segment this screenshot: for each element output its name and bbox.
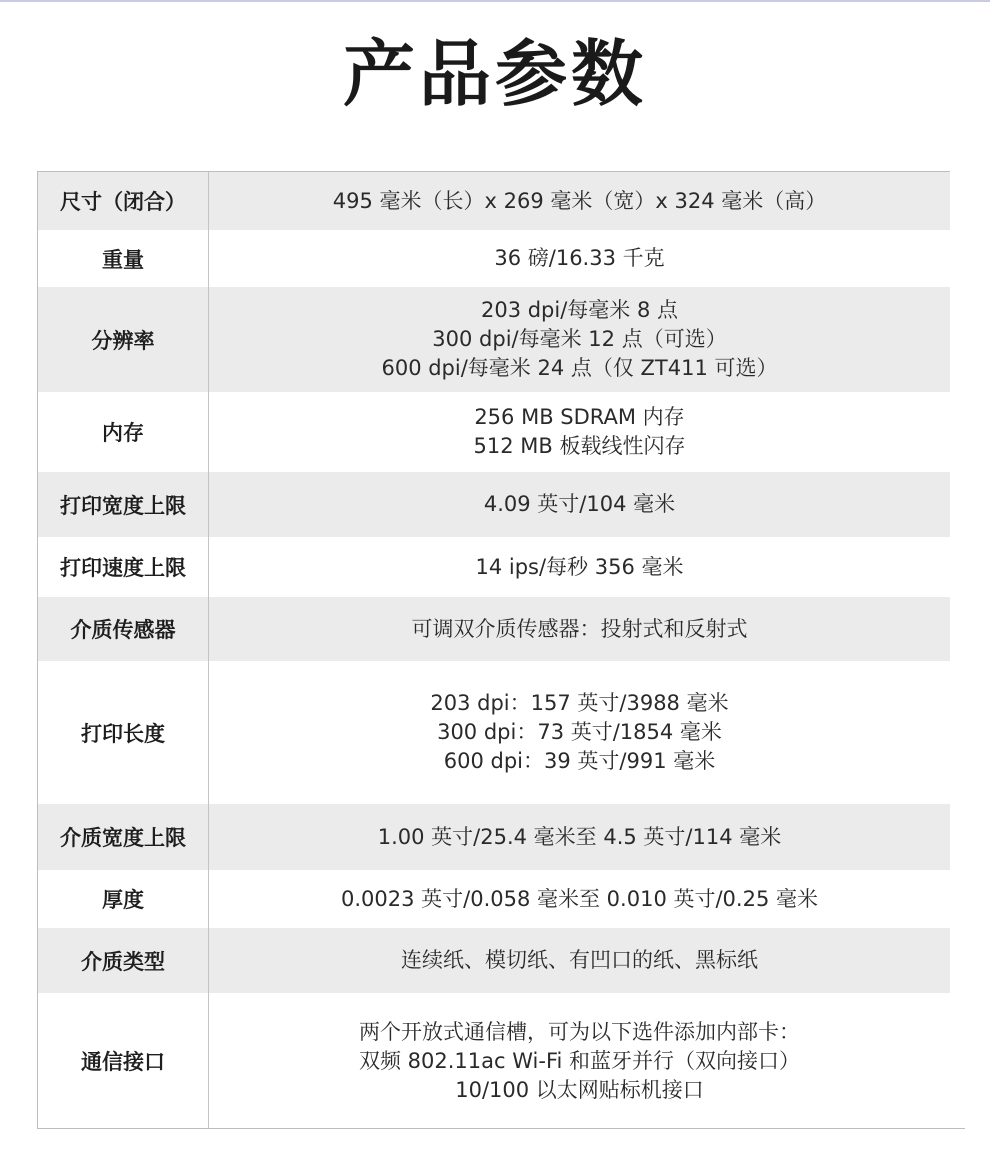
spec-row-thickness (38, 870, 950, 928)
spec-label: 打印宽度上限 (38, 472, 209, 537)
spec-row-print-length (38, 661, 950, 804)
spec-row-dimensions (38, 172, 950, 230)
spec-row-resolution (38, 287, 950, 392)
top-divider (0, 0, 990, 2)
spec-value-line: 300 dpi：73 英寸/1854 毫米 (437, 720, 722, 744)
spec-value (209, 287, 950, 392)
spec-value (209, 472, 950, 537)
spec-row-max-media-width (38, 804, 950, 870)
spec-label: 打印长度 (38, 661, 209, 804)
spec-value (209, 661, 950, 804)
spec-value-line: 1.00 英寸/25.4 毫米至 4.5 英寸/114 毫米 (377, 824, 782, 849)
spec-label: 分辨率 (38, 287, 209, 392)
spec-value-line: 36 磅/16.33 千克 (494, 246, 665, 270)
spec-value-line: 可调双介质传感器：投射式和反射式 (411, 616, 748, 641)
spec-value (209, 230, 950, 287)
spec-value-line: 203 dpi/每毫米 8 点 (480, 298, 679, 322)
spec-row-media-type (38, 928, 950, 993)
spec-value (209, 804, 950, 870)
spec-label: 介质类型 (38, 928, 209, 993)
spec-value (209, 993, 950, 1129)
spec-value (209, 537, 950, 597)
spec-label: 尺寸（闭合） (38, 172, 209, 230)
spec-label: 重量 (38, 230, 209, 287)
page-title: 产品参数 (342, 32, 647, 116)
spec-value-line: 495 毫米（长）x 269 毫米（宽）x 324 毫米（高） (332, 188, 827, 213)
spec-value-line: 双频 802.11ac Wi-Fi 和蓝牙并行（双向接口） (358, 1048, 801, 1073)
spec-label: 打印速度上限 (38, 537, 209, 597)
spec-value-line: 600 dpi/每毫米 24 点（仅 ZT411 可选） (381, 356, 778, 380)
spec-row-media-sensor (38, 597, 950, 661)
spec-value-line: 300 dpi/每毫米 12 点（可选） (432, 327, 727, 351)
spec-row-max-print-speed (38, 537, 950, 597)
spec-value (209, 597, 950, 661)
spec-value-line: 600 dpi：39 英寸/991 毫米 (443, 749, 716, 773)
spec-value-line: 连续纸、模切纸、有凹口的纸、黑标纸 (401, 948, 758, 972)
spec-row-communication (38, 993, 950, 1129)
spec-value-line: 14 ips/每秒 356 毫米 (475, 554, 684, 579)
spec-label: 厚度 (38, 870, 209, 928)
spec-label: 介质传感器 (38, 597, 209, 661)
spec-row-memory (38, 392, 950, 472)
spec-value-line: 512 MB 板载线性闪存 (473, 434, 686, 458)
spec-value-line: 203 dpi：157 英寸/3988 毫米 (430, 691, 729, 715)
spec-value-line: 4.09 英寸/104 毫米 (483, 492, 676, 516)
spec-label: 通信接口 (38, 993, 209, 1129)
spec-table (37, 171, 950, 1129)
spec-value-line: 0.0023 英寸/0.058 毫米至 0.010 英寸/0.25 毫米 (340, 886, 818, 911)
spec-row-max-print-width (38, 472, 950, 537)
spec-label: 介质宽度上限 (38, 804, 209, 870)
spec-value (209, 870, 950, 928)
spec-value-line: 256 MB SDRAM 内存 (474, 405, 685, 429)
spec-value (209, 928, 950, 993)
spec-row-weight (38, 230, 950, 287)
spec-value (209, 172, 950, 230)
spec-label: 内存 (38, 392, 209, 472)
spec-value (209, 392, 950, 472)
spec-value-line: 10/100 以太网贴标机接口 (455, 1077, 704, 1102)
table-bottom-border (37, 1128, 965, 1129)
spec-value-line: 两个开放式通信槽，可为以下选件添加内部卡： (359, 1019, 800, 1044)
